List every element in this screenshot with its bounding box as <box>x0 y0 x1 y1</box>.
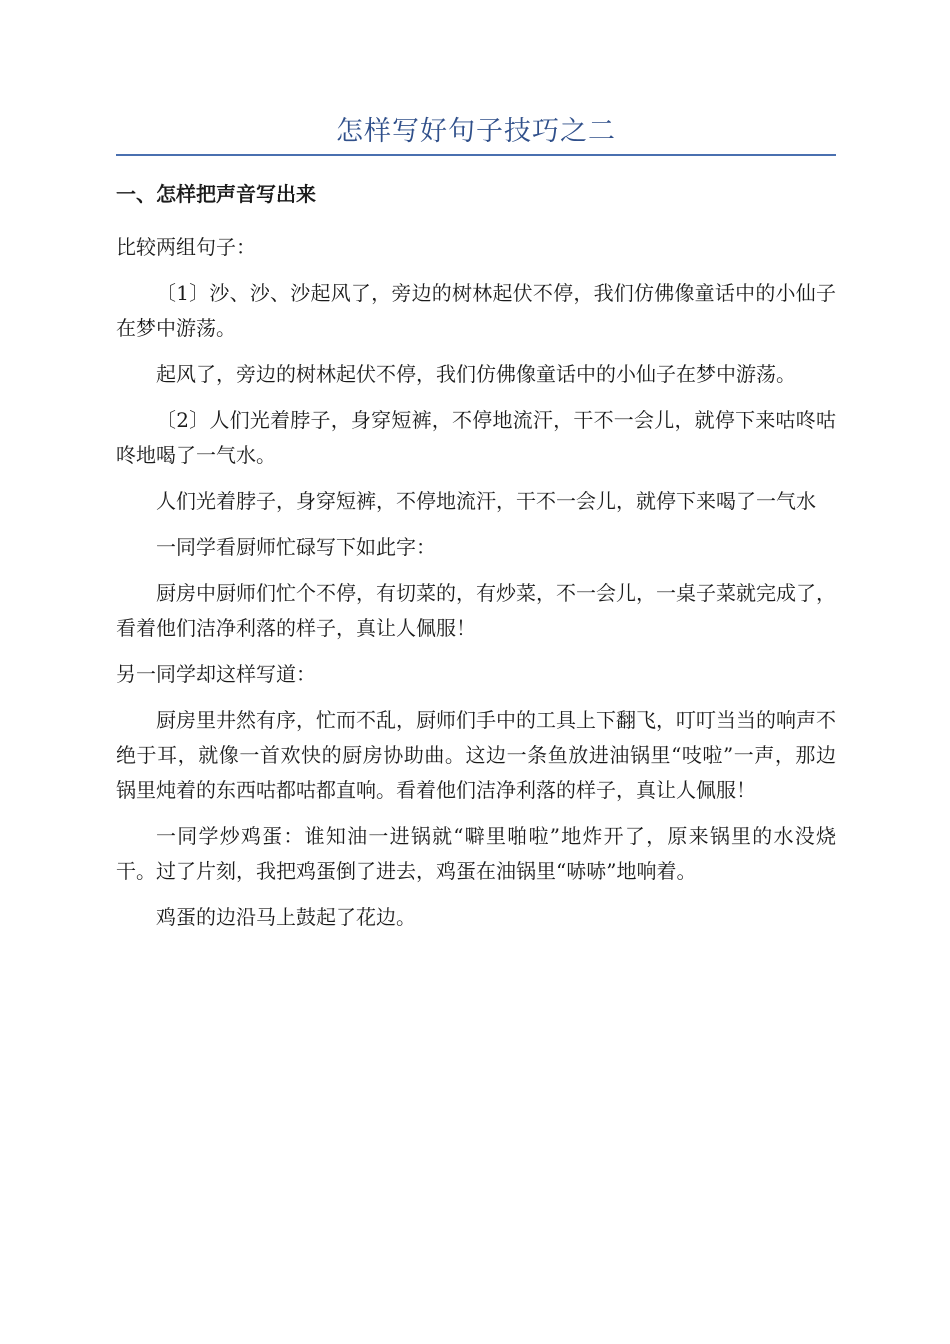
paragraph-kitchen-plain: 厨房中厨师们忙个不停，有切菜的，有炒菜，不一会儿，一桌子菜就完成了，看着他们洁净利落的样子，真让人佩服！ <box>116 581 836 640</box>
section-heading: 一、怎样把声音写出来 <box>116 182 316 206</box>
paragraph-example-2a: 〔2〕人们光着脖子，身穿短裤，不停地流汗，干不一会儿，就停下来咕咚咕咚地喝了一气水。 <box>116 408 836 467</box>
title-underline <box>116 154 836 156</box>
paragraph-compare-intro: 比较两组句子： <box>116 235 256 259</box>
document-page <box>116 0 836 935</box>
paragraph-example-2b: 人们光着脖子，身穿短裤，不停地流汗，干不一会儿，就停下来喝了一气水 <box>156 489 816 513</box>
document-title: 怎样写好句子技巧之二 <box>336 116 616 147</box>
paragraph-egg-edge: 鸡蛋的边沿马上鼓起了花边。 <box>156 905 416 929</box>
paragraph-frying-eggs: 一同学炒鸡蛋：谁知油一进锅就“噼里啪啦”地炸开了，原来锅里的水没烧干。过了片刻，我把鸡蛋倒了进去，鸡蛋在油锅里“哧哧”地响着。 <box>116 824 836 883</box>
paragraph-example-1a: 〔1〕沙、沙、沙起风了，旁边的树林起伏不停，我们仿佛像童话中的小仙子在梦中游荡。 <box>116 281 836 340</box>
paragraph-another-student: 另一同学却这样写道： <box>116 662 316 686</box>
paragraph-example-1b: 起风了，旁边的树林起伏不停，我们仿佛像童话中的小仙子在梦中游荡。 <box>156 362 796 386</box>
paragraph-kitchen-vivid: 厨房里井然有序，忙而不乱，厨师们手中的工具上下翻飞，叮叮当当的响声不绝于耳，就像一首欢快的厨房协助曲。这边一条鱼放进油锅里“吱啦”一声，那边锅里炖着的东西咕都咕都直响。看着他们洁净利落的样子，真让人佩服！ <box>116 708 836 802</box>
paragraph-kitchen-intro: 一同学看厨师忙碌写下如此字： <box>156 535 436 559</box>
